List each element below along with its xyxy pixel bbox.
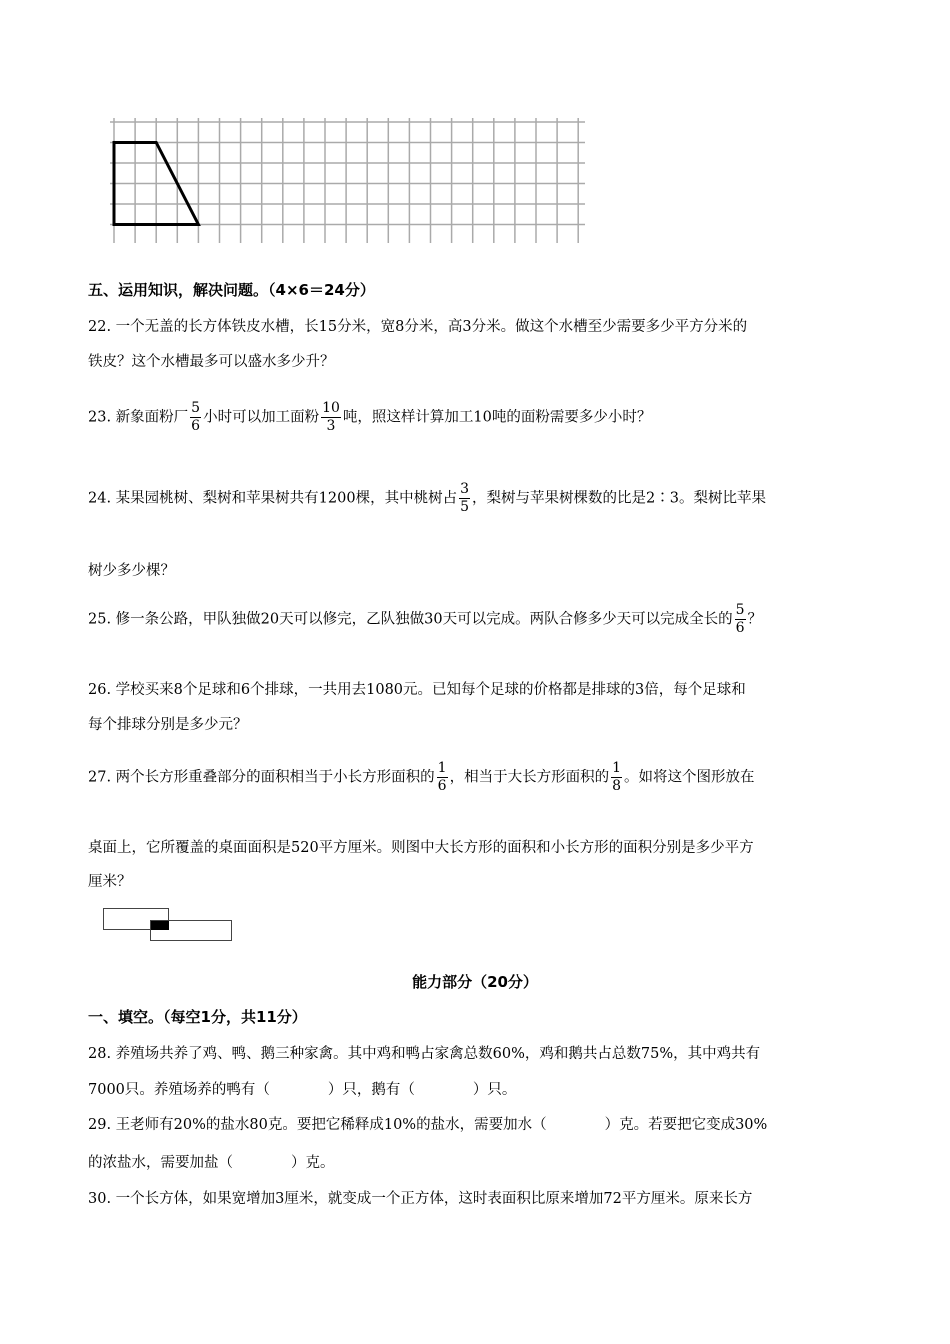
q22-line2: 铁皮？这个水槽最多可以盛水多少升？	[88, 354, 335, 370]
q25	[88, 602, 762, 637]
q25-text-b: ？	[747, 611, 762, 628]
fraction	[190, 400, 201, 435]
denominator: 5	[460, 499, 469, 515]
q27	[88, 760, 755, 795]
q23	[88, 400, 651, 435]
q24-text-b: ，梨树与苹果树棵数的比是2∶3。梨树比苹果	[472, 490, 766, 507]
q24-text-a: 24. 某果园桃树、梨树和苹果树共有1200棵，其中桃树占	[88, 490, 458, 507]
fraction	[437, 760, 448, 795]
numerator: 5	[735, 602, 745, 618]
q29-line1: 29. 王老师有20%的盐水80克。要把它稀释成10%的盐水，需要加水（ ）克。若要把它变成30%	[88, 1117, 768, 1133]
fraction	[611, 760, 622, 795]
fraction	[459, 481, 470, 516]
q24	[88, 481, 766, 516]
denominator: 6	[191, 418, 201, 434]
q27-line3: 厘米？	[88, 874, 132, 890]
numerator: 1	[437, 760, 447, 776]
numerator: 1	[612, 760, 622, 776]
q24-line2: 树少多少棵？	[88, 563, 175, 579]
q27-line2: 桌面上，它所覆盖的桌面面积是520平方厘米。则图中大长方形的面积和小长方形的面积分别是多少平方	[88, 840, 754, 856]
denominator: 3	[326, 418, 336, 434]
q27-text-a: 27. 两个长方形重叠部分的面积相当于小长方形面积的	[88, 769, 435, 786]
fraction	[735, 602, 746, 637]
fraction	[321, 400, 341, 435]
q29-line2: 的浓盐水，需要加盐（ ）克。	[88, 1155, 335, 1171]
q30-line1: 30. 一个长方体，如果宽增加3厘米，就变成一个正方体，这时表面积比原来增加72平方厘米。原来长方	[88, 1191, 753, 1207]
q26-line1: 26. 学校买来8个足球和6个排球，一共用去1080元。已知每个足球的价格都是排球的3倍，每个足球和	[88, 682, 746, 698]
q26-line2: 每个排球分别是多少元？	[88, 717, 248, 733]
q27-text-c: 。如将这个图形放在	[624, 769, 755, 786]
q25-text-a: 25. 修一条公路，甲队独做20天可以修完，乙队独做30天可以完成。两队合修多少天可以完成全长的	[88, 611, 733, 628]
ability-section-title: 能力部分（20分）	[412, 973, 538, 991]
overlap-region	[151, 921, 169, 930]
q23-text-b: 小时可以加工面粉	[203, 409, 320, 426]
q28-line2: 7000只。养殖场养的鸭有（ ）只，鹅有（ ）只。	[88, 1082, 517, 1098]
numerator: 10	[322, 400, 340, 416]
denominator: 6	[437, 778, 447, 794]
section-1-title: 一、填空。（每空1分，共11分）	[88, 1008, 307, 1026]
denominator: 6	[735, 620, 745, 636]
q27-text-b: ，相当于大长方形面积的	[449, 769, 610, 786]
q22-line1: 22. 一个无盖的长方体铁皮水槽，长15分米，宽8分米，高3分米。做这个水槽至少需要多少平方分米的	[88, 319, 748, 335]
q28-line1: 28. 养殖场共养了鸡、鸭、鹅三种家禽。其中鸡和鸭占家禽总数60%，鸡和鹅共占总数75%，其中鸡共有	[88, 1046, 761, 1062]
grid-figure	[110, 118, 585, 243]
numerator: 5	[191, 400, 201, 416]
denominator: 8	[612, 778, 622, 794]
q23-text-a: 23. 新象面粉厂	[88, 409, 189, 426]
numerator: 3	[460, 481, 469, 497]
section-5-title: 五、运用知识，解决问题。（4×6＝24分）	[88, 281, 375, 299]
q23-text-c: 吨，照这样计算加工10吨的面粉需要多少小时？	[342, 409, 652, 426]
